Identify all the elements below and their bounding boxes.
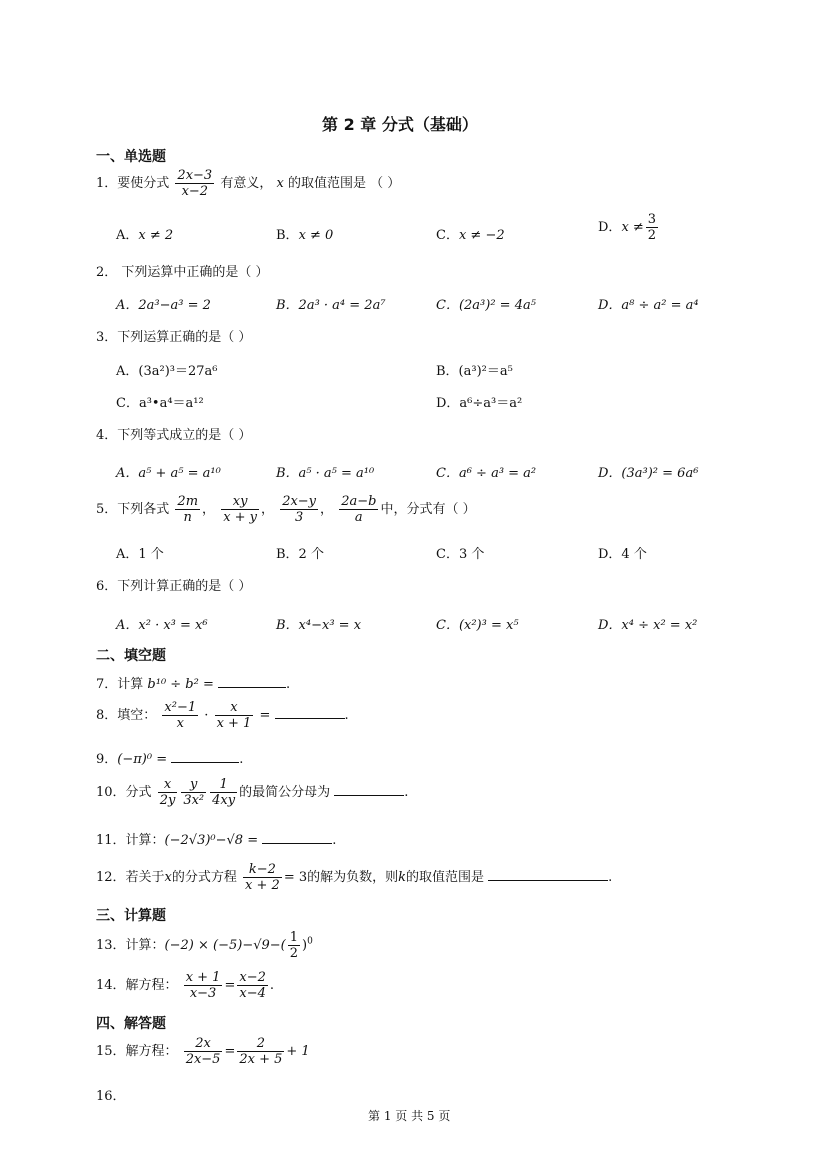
section-heading-single-choice: 一、单选题 <box>96 149 166 165</box>
answer-blank[interactable] <box>275 704 345 719</box>
section-heading-fill-blank: 二、填空题 <box>96 648 166 664</box>
question-10: 10．分式 $\frac{x}{2y}$ $\frac{y}{\text{3x²}}$ $\frac{1}{4xy}$ 的最简公分母为 . <box>96 777 409 808</box>
q1-option-a[interactable]: A．x ≠ 2 <box>116 228 174 243</box>
section-heading-calculation: 三、计算题 <box>96 908 166 924</box>
answer-blank[interactable] <box>488 866 608 881</box>
question-8: 8．填空： $\frac{\text{x²−1}}{x}$ · $\frac{x}{x + 1}$ = . <box>96 700 349 731</box>
question-5-stem: 5．下列各式 $\frac{2m}{n}$ ， $\frac{xy}{x + y}$ ， $\frac{2x-y}{3}$ ， $\frac{2a-b}{a}$ 中，分式有（ ） <box>96 494 476 525</box>
q5-option-a[interactable]: A．1 个 <box>116 547 164 562</box>
question-2-stem: 2． 下列运算中正确的是（ ） <box>96 265 269 280</box>
question-9: 9．(−π)⁰ = . <box>96 748 243 767</box>
q2-option-b[interactable]: B．2a³ · a⁴ = 2a⁷ <box>276 298 386 313</box>
answer-blank[interactable] <box>171 748 239 763</box>
question-6-stem: 6．下列计算正确的是（ ） <box>96 579 252 594</box>
q1-option-d[interactable]: D．x ≠ $\frac{3}{2}$ <box>598 212 657 243</box>
answer-blank[interactable] <box>334 781 404 796</box>
question-14: 14．解方程： $\frac{x + 1}{x-3}$ = $\frac{x-2}{x-4}$ . <box>96 970 274 1001</box>
q6-option-d[interactable]: D．x⁴ ÷ x² = x² <box>598 618 698 633</box>
page-footer: 第 1 页 共 5 页 <box>368 1109 451 1123</box>
q4-option-c[interactable]: C．a⁶ ÷ a³ = a² <box>436 466 537 481</box>
q5-option-c[interactable]: C．3 个 <box>436 547 485 562</box>
q3-option-c[interactable]: C．a³•a⁴＝a¹² <box>116 396 204 411</box>
q1-option-c[interactable]: C．x ≠ −2 <box>436 228 505 243</box>
question-13: 13．计算：(−2) × (−5)−√9−( $\frac{1}{2}$ )$^0$ <box>96 930 313 961</box>
q5-option-d[interactable]: D．4 个 <box>598 547 647 562</box>
q2-option-c[interactable]: C．(2a³)² = 4a⁵ <box>436 298 536 313</box>
q4-option-d[interactable]: D．(3a³)² = 6a⁶ <box>598 466 699 481</box>
q1-option-b[interactable]: B．x ≠ 0 <box>276 228 334 243</box>
q3-option-b[interactable]: B．(a³)²＝a⁵ <box>436 364 513 379</box>
q1-prefix: 1．要使分式 <box>96 176 170 191</box>
section-heading-answer: 四、解答题 <box>96 1016 166 1032</box>
question-7: 7．计算 b¹⁰ ÷ b² = . <box>96 673 290 692</box>
q1-fraction: $\frac{2x-3}{x-2}$ <box>177 168 213 199</box>
q5-option-b[interactable]: B．2 个 <box>276 547 324 562</box>
q6-option-c[interactable]: C．(x²)³ = x⁵ <box>436 618 519 633</box>
q6-option-b[interactable]: B．x⁴−x³ = x <box>276 618 362 633</box>
question-12: 12．若关于x的分式方程 $\frac{k-2}{x + 2}$ = 3的解为负数，则k的取值范围是 . <box>96 862 613 893</box>
question-3-stem: 3．下列运算正确的是（ ） <box>96 330 252 345</box>
q2-option-a[interactable]: A．2a³−a³ = 2 <box>116 298 211 313</box>
q2-option-d[interactable]: D．a⁸ ÷ a² = a⁴ <box>598 298 699 313</box>
q3-option-a[interactable]: A．(3a²)³＝27a⁶ <box>116 364 218 379</box>
q1-tail: 的取值范围是 （ ） <box>287 176 401 191</box>
question-15: 15．解方程： $\frac{2x}{2x-5}$ = $\frac{2}{2x + 5}$ + 1 <box>96 1036 310 1067</box>
question-1-stem <box>96 168 400 199</box>
q4-option-b[interactable]: B．a⁵ · a⁵ = a¹⁰ <box>276 466 375 481</box>
question-11: 11．计算：(−2√3)⁰−√8 = . <box>96 829 336 848</box>
answer-blank[interactable] <box>262 829 332 844</box>
answer-blank[interactable] <box>218 673 286 688</box>
question-4-stem: 4．下列等式成立的是（ ） <box>96 428 252 443</box>
q6-option-a[interactable]: A．x² · x³ = x⁶ <box>116 618 208 633</box>
q4-option-a[interactable]: A．a⁵ + a⁵ = a¹⁰ <box>116 466 221 481</box>
question-16: 16． <box>96 1089 126 1104</box>
q1-suffix: 有意义， <box>220 176 273 191</box>
q1-var: x <box>276 176 284 191</box>
page-title: 第 2 章 分式（基础） <box>322 115 478 134</box>
q3-option-d[interactable]: D．a⁶÷a³＝a² <box>436 396 523 411</box>
